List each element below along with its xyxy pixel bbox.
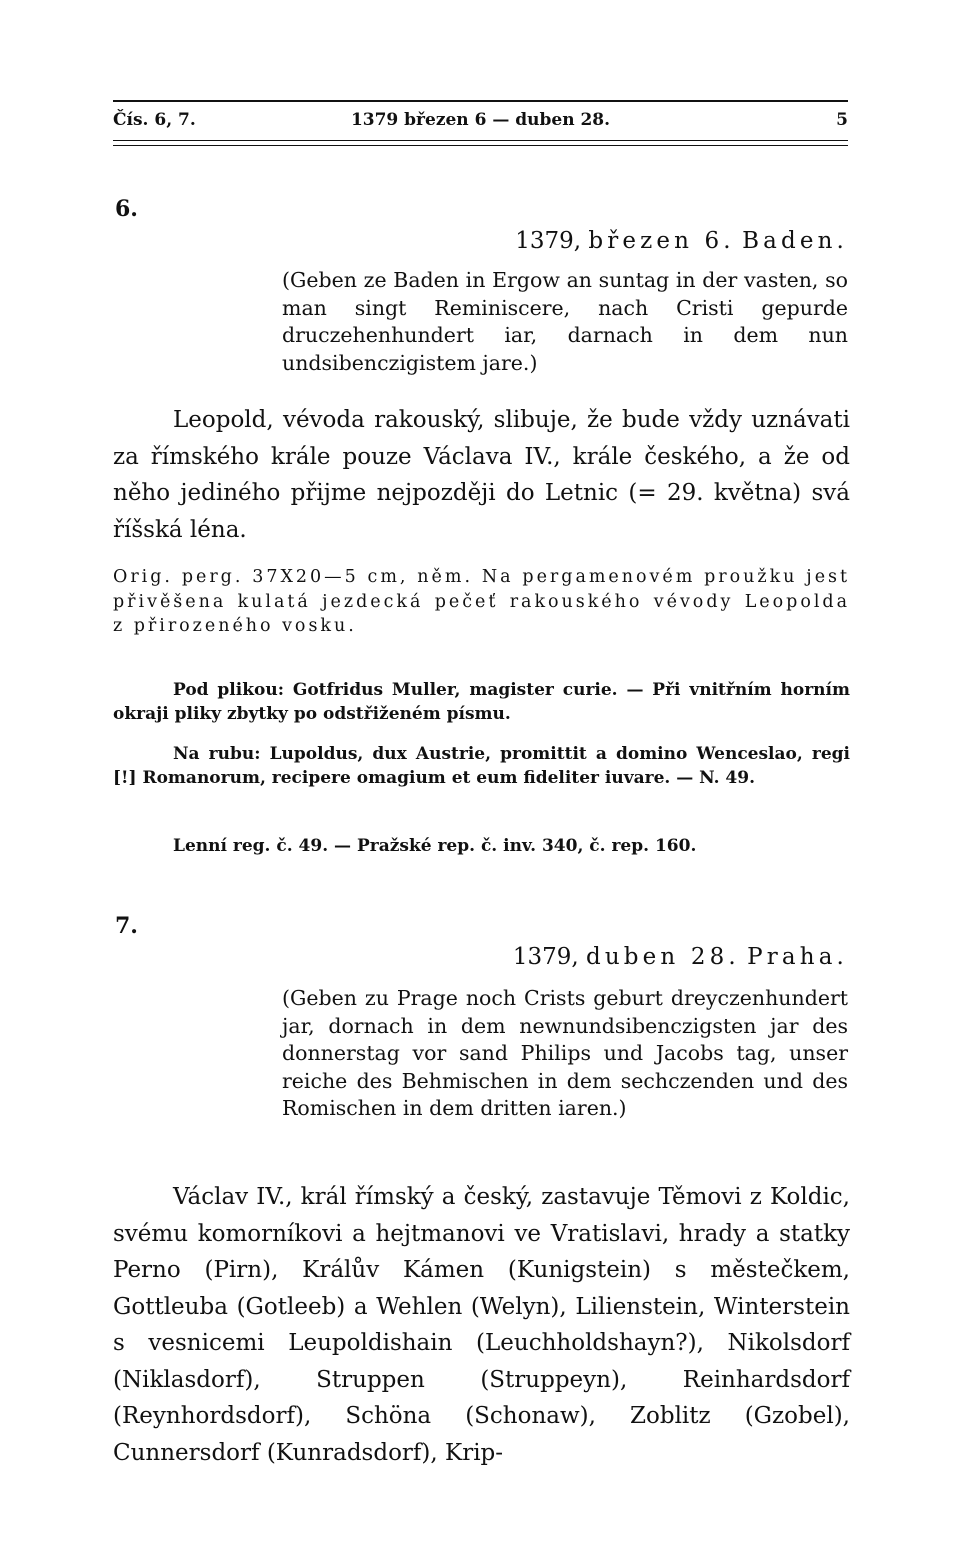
entry-regest: Leopold, vévoda rakouský, slibuje, že bude vždy uznávati za římského krále pouze Václava IV., krále českého, a že od něho jediného přijme nejpozději do Letnic (= 29. května) svá říšská léna.	[113, 407, 850, 543]
entry-plica-note: Pod plikou: Gotfridus Muller, magister curie. — Při vnitřním horním okraji pliky zbytky po odstřiženém písmu.	[113, 680, 850, 724]
entry-german-dating-clause: (Geben ze Baden in Ergow an suntag in der vasten, so man singt Reminiscere, nach Cristi gepurde druczehenhundert iar, darnach in dem nun undsibenczigistem jare.)	[282, 268, 848, 375]
entry-regest: Václav IV., král římský a český, zastavuje Těmovi z Koldic, svému komorníkovi a hejtmanovi ve Vratislavi, hrady a statky Perno (Pirn), Králův Kámen (Kunigstein) s městečkem, Gottleuba (Gotleeb) a Wehlen (Welyn), Lilienstein, Winterstein s vesnicemi Leupoldishain (Leuchholdshayn?), Nikolsdorf (Niklasdorf), Struppen (Struppeyn), Reinhardsdorf (Reynhordsdorf), Schöna (Schonaw), Zoblitz (Gzobel), Cunnersdorf (Kunradsdorf), Krip-	[113, 1184, 850, 1466]
entry-dorsal-note: Na rubu: Lupoldus, dux Austrie, promittit a domino Wenceslao, regi [!] Romanorum, recipere omagium et eum fideliter iuvare. — N. 49.	[113, 744, 850, 788]
entry-number: 7.	[115, 913, 138, 939]
entry-date-month-day: duben 28.	[585, 944, 740, 970]
entry-number: 6.	[115, 196, 138, 222]
running-head-date-range: 1379 březen 6 — duben 28.	[350, 110, 611, 130]
entry-date-place: Baden.	[742, 228, 848, 254]
page-number: 5	[836, 110, 848, 130]
entry-date-month-day: březen 6.	[588, 228, 735, 254]
entry-physical-description: Orig. perg. 37X20—5 cm, něm. Na pergamenovém proužku jest přivěšena kulatá jezdecká pečeť rakouského vévody Leopolda z přirozeného vosku.	[113, 567, 850, 636]
running-head	[113, 100, 848, 136]
entry-date-year: 1379,	[512, 944, 579, 970]
entry-german-dating-clause: (Geben zu Prage noch Crists geburt dreyczenhundert jar, dornach in dem newnundsibenczigsten jar des donnerstag vor sand Philips und Jacobs tag, unser reiche des Behmischen in dem sechczenden und des Romischen in dem dritten iaren.)	[282, 986, 848, 1120]
entry-date-heading	[515, 228, 848, 254]
running-head-double-rule	[113, 140, 848, 146]
running-head-entry-numbers: Čís. 6, 7.	[113, 110, 196, 130]
entry-date-heading	[513, 944, 848, 970]
entry-date-year: 1379,	[515, 228, 582, 254]
entry-archival-references: Lenní reg. č. 49. — Pražské rep. č. inv. 340, č. rep. 160.	[173, 836, 697, 856]
entry-date-place: Praha.	[747, 944, 848, 970]
